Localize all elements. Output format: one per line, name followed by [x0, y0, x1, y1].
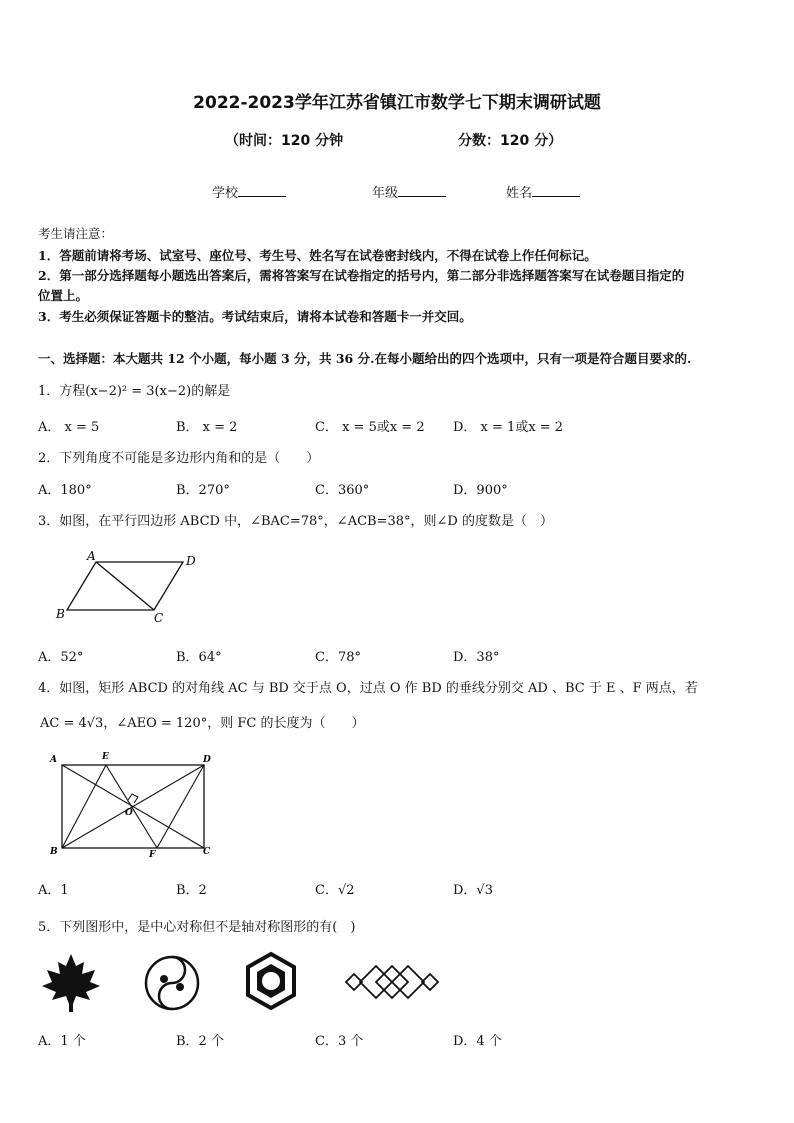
- label-a: A: [87, 549, 96, 563]
- q3-option-c: C．78°: [315, 650, 361, 665]
- name-label: 姓名: [506, 186, 533, 201]
- question-2-stem: 2．下列角度不可能是多边形内角和的是（ ）: [38, 451, 320, 466]
- label-b: B: [56, 607, 65, 621]
- q5-option-c: C．3 个: [315, 1034, 364, 1049]
- q2-option-c: C．360°: [315, 483, 370, 498]
- q4-option-b: B．2: [176, 883, 207, 898]
- q1-option-a: A． x = 5: [38, 420, 100, 435]
- q5-option-b: B．2 个: [176, 1034, 224, 1049]
- q4-option-c: C．√2: [315, 883, 355, 898]
- maple-leaf-icon: [40, 952, 102, 1014]
- notice-item-2: 2．第一部分选择题每小题选出答案后，需将答案写在试卷指定的括号内，第二部分非选择题答案写在试卷题目指定的: [38, 268, 685, 283]
- label-b: B: [50, 847, 58, 857]
- label-c: C: [203, 847, 211, 857]
- hex-nut-icon: [240, 950, 302, 1012]
- notice-item-1: 1．答题前请将考场、试室号、座位号、考生号、姓名写在试卷密封线内，不得在试卷上作任何标记。: [38, 248, 597, 263]
- label-f: F: [149, 850, 156, 860]
- exam-score: 分数：120 分）: [458, 133, 563, 149]
- question-3-stem: 3．如图，在平行四边形 ABCD 中，∠BAC=78°，∠ACB=38°，则∠D 的度数是（ ）: [38, 514, 553, 529]
- q2-option-a: A．180°: [38, 483, 92, 498]
- parallelogram-figure: [50, 548, 210, 628]
- exam-time: （时间：120 分钟: [225, 133, 344, 149]
- q1-option-c: C． x = 5或x = 2: [315, 420, 425, 435]
- yin-yang-icon: [142, 953, 202, 1013]
- section-heading: 一、选择题：本大题共 12 个小题，每小题 3 分，共 36 分.在每小题给出的四个选项中，只有一项是符合题目要求的.: [38, 351, 692, 366]
- grade-label: 年级: [372, 186, 399, 201]
- q4-option-a: A．1: [38, 883, 69, 898]
- q3-option-d: D．38°: [453, 650, 500, 665]
- notice-heading: 考生请注意：: [38, 226, 114, 241]
- q4-option-d: D．√3: [453, 883, 493, 898]
- knot-pattern-icon: [342, 956, 442, 1008]
- q2-option-d: D．900°: [453, 483, 508, 498]
- question-5-stem: 5．下列图形中，是中心对称但不是轴对称图形的有( ): [38, 920, 356, 935]
- grade-blank: [398, 184, 446, 197]
- notice-item-3: 3．考生必须保证答题卡的整洁。考试结束后，请将本试卷和答题卡一并交回。: [38, 309, 472, 324]
- page-title: 2022-2023学年江苏省镇江市数学七下期末调研试题: [193, 93, 601, 113]
- label-d: D: [203, 755, 211, 765]
- label-d: D: [186, 554, 196, 568]
- rectangle-figure: [44, 748, 224, 860]
- q3-option-a: A．52°: [38, 650, 84, 665]
- question-4-stem-line2: AC = 4√3，∠AEO = 120°，则 FC 的长度为（ ）: [40, 716, 365, 731]
- school-label: 学校: [212, 186, 239, 201]
- q2-option-b: B．270°: [176, 483, 230, 498]
- label-e: E: [102, 752, 109, 762]
- q5-option-d: D．4 个: [453, 1034, 502, 1049]
- question-1-stem: 1．方程(x−2)² = 3(x−2)的解是: [38, 384, 231, 399]
- school-blank: [238, 184, 286, 197]
- label-a: A: [50, 755, 57, 765]
- notice-item-2-cont: 位置上。: [38, 288, 89, 303]
- label-o: O: [125, 808, 133, 818]
- q1-option-d: D． x = 1或x = 2: [453, 420, 564, 435]
- name-blank: [532, 184, 580, 197]
- grade-field: [372, 182, 446, 201]
- name-field: [506, 182, 580, 201]
- q5-option-a: A．1 个: [38, 1034, 86, 1049]
- label-c: C: [154, 611, 164, 625]
- q3-option-b: B．64°: [176, 650, 222, 665]
- q1-option-b: B． x = 2: [176, 420, 238, 435]
- school-field: [212, 182, 286, 201]
- question-4-stem-line1: 4．如图，矩形 ABCD 的对角线 AC 与 BD 交于点 O，过点 O 作 BD 的垂线分别交 AD 、BC 于 E 、F 两点，若: [38, 681, 698, 696]
